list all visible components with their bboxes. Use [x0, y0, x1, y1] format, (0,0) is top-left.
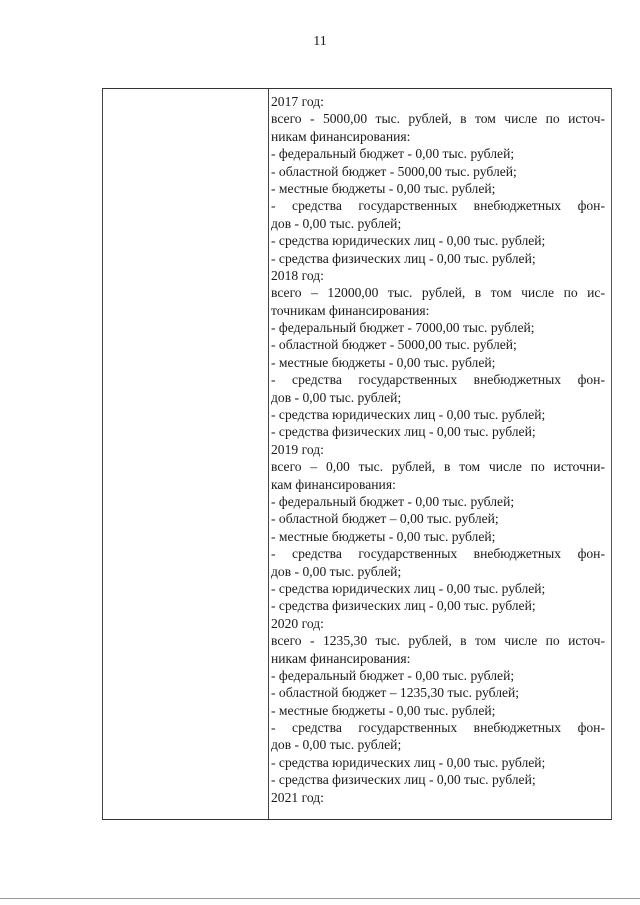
text-line: дов - 0,00 тыс. рублей;: [271, 215, 402, 231]
text-line: никам финансирования:: [271, 650, 411, 666]
funding-table: [102, 88, 612, 820]
budget-line: - областной бюджет - 5000,00 тыс. рублей;: [271, 163, 517, 179]
budget-line: - средства юридических лиц - 0,00 тыс. рублей;: [271, 407, 546, 423]
budget-line: - областной бюджет – 1235,30 тыс. рублей;: [271, 685, 520, 701]
funding-details-cell: [271, 93, 605, 806]
text-line: никам финансирования:: [271, 128, 411, 144]
scan-edge-divider: [0, 898, 640, 899]
total-line: всего - 5000,00 тыс. рублей, в том числе по источ-: [271, 111, 605, 127]
year-heading: 2019 год:: [271, 441, 324, 457]
year-heading: 2020 год:: [271, 615, 324, 631]
budget-line: - средства физических лиц - 0,00 тыс. рублей;: [271, 598, 536, 614]
budget-line: - областной бюджет – 0,00 тыс. рублей;: [271, 511, 499, 527]
text-line: дов - 0,00 тыс. рублей;: [271, 737, 402, 753]
text-line: кам финансирования:: [271, 476, 396, 492]
budget-line: - средства физических лиц - 0,00 тыс. рублей;: [271, 250, 536, 266]
text-line: точникам финансирования:: [271, 302, 430, 318]
budget-line: - средства государственных внебюджетных фон-: [271, 720, 605, 736]
page-number: 11: [313, 34, 327, 49]
total-line: всего – 12000,00 тыс. рублей, в том числе по ис-: [271, 285, 605, 301]
budget-line: - средства юридических лиц - 0,00 тыс. рублей;: [271, 754, 546, 770]
text-line: дов - 0,00 тыс. рублей;: [271, 389, 402, 405]
total-line: всего – 0,00 тыс. рублей, в том числе по источни-: [271, 459, 605, 475]
budget-line: - средства государственных внебюджетных фон-: [271, 546, 605, 562]
budget-line: - областной бюджет - 5000,00 тыс. рублей;: [271, 337, 517, 353]
budget-line: - федеральный бюджет - 0,00 тыс. рублей;: [271, 493, 515, 509]
budget-line: - местные бюджеты - 0,00 тыс. рублей;: [271, 180, 496, 196]
budget-line: - федеральный бюджет - 0,00 тыс. рублей;: [271, 667, 515, 683]
budget-line: - средства юридических лиц - 0,00 тыс. рублей;: [271, 233, 546, 249]
table-label-cell: [103, 89, 269, 819]
budget-line: - средства юридических лиц - 0,00 тыс. рублей;: [271, 580, 546, 596]
budget-line: - средства государственных внебюджетных фон-: [271, 198, 605, 214]
budget-line: - местные бюджеты - 0,00 тыс. рублей;: [271, 702, 496, 718]
budget-line: - федеральный бюджет - 0,00 тыс. рублей;: [271, 146, 515, 162]
budget-line: - средства государственных внебюджетных фон-: [271, 372, 605, 388]
budget-line: - местные бюджеты - 0,00 тыс. рублей;: [271, 354, 496, 370]
year-heading: 2021 год:: [271, 789, 324, 805]
budget-line: - федеральный бюджет - 7000,00 тыс. рублей;: [271, 320, 535, 336]
budget-line: - средства физических лиц - 0,00 тыс. рублей;: [271, 424, 536, 440]
budget-line: - средства физических лиц - 0,00 тыс. рублей;: [271, 772, 536, 788]
year-heading: 2018 год:: [271, 267, 324, 283]
budget-line: - местные бюджеты - 0,00 тыс. рублей;: [271, 528, 496, 544]
total-line: всего - 1235,30 тыс. рублей, в том числе по источ-: [271, 633, 605, 649]
year-heading: 2017 год:: [271, 94, 324, 109]
text-line: дов - 0,00 тыс. рублей;: [271, 563, 402, 579]
